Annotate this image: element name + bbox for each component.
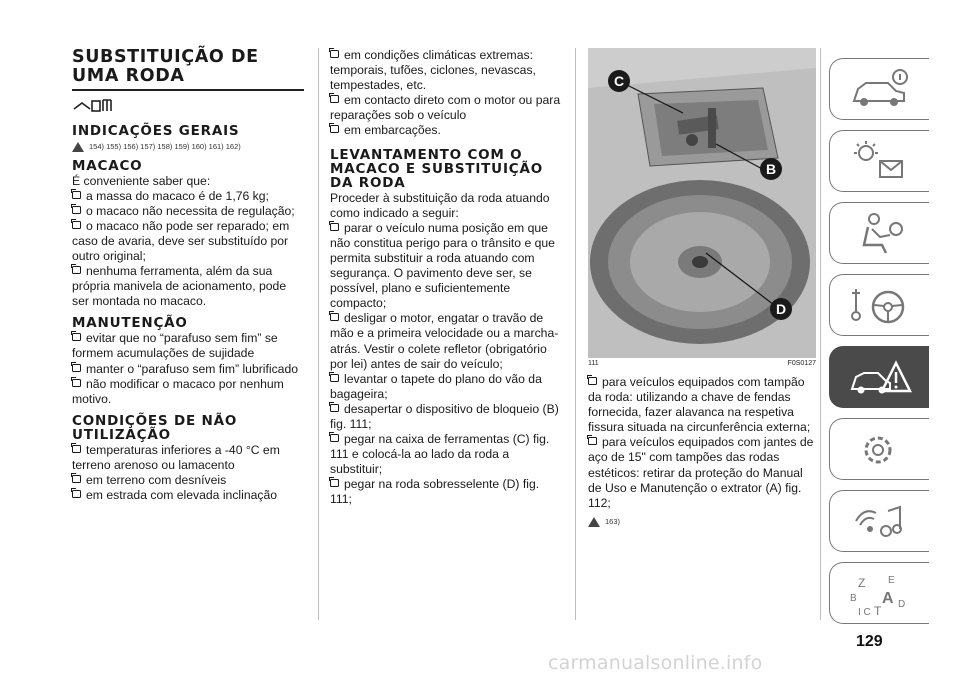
seat-airbag-icon	[848, 211, 912, 257]
bullet-icon	[72, 191, 81, 199]
bullet-icon	[72, 364, 81, 372]
warning-refs-text: 154) 155) 156) 157) 158) 159) 160) 161) 162)	[89, 142, 241, 151]
procedure-heading: LEVANTAMENTO COM O MACACO E SUBSTITUIÇÃO DA RODA	[330, 146, 543, 191]
column-3	[588, 48, 816, 529]
svg-text:B: B	[850, 593, 857, 604]
bullet-icon	[588, 377, 597, 385]
svg-text:A: A	[882, 590, 894, 607]
condicoes-heading: CONDIÇÕES DE NÃO UTILIZAÇÃO	[72, 412, 238, 443]
bullet-icon	[72, 206, 81, 214]
bullet-icon	[72, 333, 81, 341]
list-item: em estrada com elevada inclinação	[72, 488, 304, 503]
list-item: pegar na roda sobresselente (D) fig. 111;	[330, 477, 540, 507]
bullet-icon	[330, 404, 339, 412]
bullet-icon	[330, 125, 339, 133]
figure-spare-wheel	[588, 48, 816, 358]
bullet-icon	[330, 223, 339, 231]
figure-code: F0S0127	[787, 360, 816, 367]
list-item: desligar o motor, engatar o travão de mão e a primeira velocidade ou a marcha-atrás. Vestir o colete refletor (obrigatório por lei) antes de sair do veículo;	[330, 311, 559, 371]
figure-number: 111	[588, 360, 599, 367]
callout-c: C	[608, 70, 630, 92]
list-item: em embarcações.	[330, 123, 562, 138]
tab-car-info[interactable]	[829, 58, 929, 120]
column-divider	[575, 48, 576, 620]
warning-triangle-icon	[72, 142, 84, 152]
list-item: temperaturas inferiores a -40 °C em terreno arenoso ou lamacento	[72, 442, 280, 472]
service-gear-icon	[848, 427, 912, 473]
list-item: a massa do macaco é de 1,76 kg;	[72, 189, 304, 204]
svg-text:D: D	[898, 599, 906, 610]
callout-d: D	[770, 298, 792, 320]
bullet-icon	[72, 379, 81, 387]
svg-text:T: T	[874, 604, 882, 617]
bullet-icon	[330, 434, 339, 442]
bullet-icon	[330, 50, 339, 58]
title-rule	[72, 89, 304, 91]
jack-symbol-icon	[72, 97, 304, 118]
list-item: para veículos equipados com tampão da roda: utilizando a chave de fendas fornecida, fazer alavanca na respetiva fissura situada na circunferência externa;	[588, 375, 811, 435]
svg-text:E: E	[888, 575, 895, 586]
tab-index[interactable]	[829, 562, 929, 624]
steering-wheel-icon	[848, 283, 912, 329]
list-item: levantar o tapete do plano do vão da bagageira;	[330, 371, 542, 401]
dashboard-lights-icon	[848, 139, 912, 185]
chapter-sidebar	[829, 58, 929, 634]
svg-text:I C: I C	[858, 607, 871, 617]
bullet-icon	[72, 475, 81, 483]
tab-dashboard-lights[interactable]	[829, 130, 929, 192]
warning-ref-text: 163)	[605, 517, 621, 527]
bullet-icon	[72, 221, 81, 229]
list-item: não modificar o macaco por nenhum motivo.	[72, 376, 284, 406]
car-warning-icon	[848, 355, 912, 401]
column-divider	[318, 48, 319, 620]
warning-ref	[588, 517, 816, 527]
column-1	[72, 48, 304, 503]
list-item: manter o “parafuso sem fim” lubrificado	[72, 362, 304, 377]
list-item: o macaco não pode ser reparado; em caso de avaria, deve ser substituído por outro original;	[72, 218, 290, 263]
tab-multimedia[interactable]	[829, 490, 929, 552]
column-2	[330, 48, 562, 508]
page-title: SUBSTITUIÇÃO DE UMA RODA	[72, 47, 259, 86]
bullet-icon	[330, 479, 339, 487]
multimedia-icon	[848, 499, 912, 545]
watermark[interactable]: carmanualsonline.info	[548, 652, 763, 674]
page-number: 129	[856, 633, 883, 650]
list-item: parar o veículo numa posição em que não constitua perigo para o trânsito e que permita substituir a roda atuando com segurança. O pavimento deve ser, se possível, plano e suficientemente compacto;	[330, 220, 555, 311]
list-item: em contacto direto com o motor ou para reparações sob o veículo	[330, 93, 561, 123]
tab-emergency[interactable]	[829, 346, 929, 408]
bullet-icon	[72, 490, 81, 498]
bullet-icon	[330, 95, 339, 103]
svg-text:Z: Z	[858, 576, 866, 590]
column-divider	[820, 48, 821, 620]
list-item: para veículos equipados com jantes de aço de 15" com tampões das rodas estéticos: retirar da proteção do Manual de Uso e Manutenção o extrator (A) fig. 112;	[588, 435, 814, 510]
macaco-heading: MACACO	[72, 157, 143, 174]
tab-steering[interactable]	[829, 274, 929, 336]
car-info-icon	[848, 67, 912, 113]
list-item: pegar na caixa de ferramentas (C) fig. 111 e colocá-la ao lado da roda a substituir;	[330, 432, 550, 477]
list-item: nenhuma ferramenta, além da sua própria manivela de acionamento, pode ser montada no macaco.	[72, 264, 287, 309]
warning-refs	[72, 142, 304, 152]
manutencao-heading: MANUTENÇÃO	[72, 315, 188, 332]
list-item: o macaco não necessita de regulação;	[72, 204, 304, 219]
bullet-icon	[330, 374, 339, 382]
list-item: desapertar o dispositivo de bloqueio (B) fig. 111;	[330, 401, 559, 431]
list-item: em terreno com desníveis	[72, 473, 304, 488]
bullet-icon	[330, 313, 339, 321]
callout-b: B	[760, 158, 782, 180]
bullet-icon	[588, 437, 597, 445]
procedure-intro: Proceder à substituição da roda atuando como indicado a seguir:	[330, 190, 550, 220]
list-item: em condições climáticas extremas: temporais, tufões, ciclones, nevascas, tempestades, etc.	[330, 48, 536, 93]
section-heading: INDICAÇÕES GERAIS	[72, 122, 240, 139]
macaco-intro: É conveniente saber que:	[72, 173, 211, 188]
warning-triangle-icon	[588, 517, 600, 527]
list-item: evitar que no “parafuso sem fim” se formem acumulações de sujidade	[72, 331, 278, 361]
tab-seat-airbag[interactable]	[829, 202, 929, 264]
tab-service[interactable]	[829, 418, 929, 480]
figure-caption	[588, 360, 816, 367]
index-alphabet-icon	[848, 571, 912, 617]
bullet-icon	[72, 445, 81, 453]
bullet-icon	[72, 266, 81, 274]
